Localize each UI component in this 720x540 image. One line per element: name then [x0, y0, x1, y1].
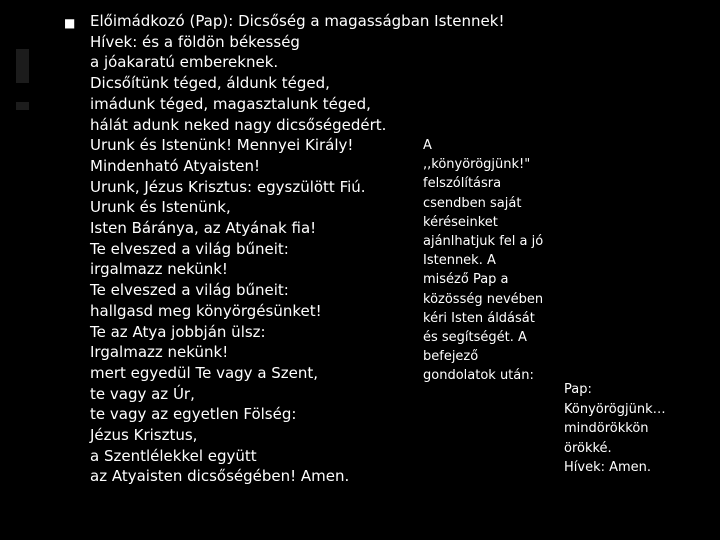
prayer-line: Te elveszed a világ bűneit: [90, 281, 289, 300]
prayer-line: irgalmazz nekünk! [90, 260, 228, 279]
prayer-line: a Szentlélekkel együtt [90, 446, 257, 465]
closing-line: Hívek: Amen. [564, 460, 652, 476]
instruction-line: miséző Pap a [423, 272, 509, 288]
prayer-line: a jóakaratú embereknek. [90, 53, 279, 72]
instruction-line: felszólításra [423, 176, 502, 192]
prayer-line: Urunk és Istenünk, [90, 198, 231, 217]
instruction-line: befejező [423, 349, 479, 365]
petition-instructions [423, 136, 543, 386]
closing-line: mindörökkön [564, 421, 649, 437]
prayer-line: Urunk, Jézus Krisztus: egyszülött Fiú. [90, 177, 366, 196]
decorative-bar [16, 49, 29, 83]
closing-line: Pap: [564, 382, 592, 397]
prayer-line: Irgalmazz nekünk! [90, 343, 229, 362]
instruction-line: közösség nevében [423, 291, 544, 307]
instruction-line: csendben saját [423, 195, 522, 211]
prayer-line: Te az Atya jobbján ülsz: [90, 322, 266, 341]
instruction-line: ,,könyörögjünk!" [423, 157, 531, 173]
prayer-line: hallgasd meg könyörgésünket! [90, 301, 322, 320]
prayer-line: imádunk téged, magasztalunk téged, [90, 94, 371, 113]
instruction-line: A [423, 138, 432, 153]
prayer-line: az Atyaisten dicsőségében! Amen. [90, 467, 350, 486]
prayer-line: Előimádkozó (Pap): Dicsőség a magasságban Istennek! [90, 12, 505, 30]
instruction-line: Istennek. A [423, 253, 496, 269]
prayer-line: Te elveszed a világ bűneit: [90, 239, 289, 258]
prayer-line: Mindenható Atyaisten! [90, 156, 260, 175]
prayer-line: mert egyedül Te vagy a Szent, [90, 363, 319, 382]
instruction-line: gondolatok után: [423, 368, 534, 384]
prayer-line: Isten Báránya, az Atyának fia! [90, 219, 317, 238]
prayer-line: hálát adunk neked nagy dicsőségedért. [90, 115, 387, 134]
bullet-icon: ■ [64, 16, 76, 30]
prayer-line: Jézus Krisztus, [90, 426, 198, 445]
prayer-line: Hívek: és a földön békesség [90, 32, 300, 51]
closing-line: örökké. [564, 440, 612, 456]
closing-line: Könyörögjünk… [564, 401, 666, 417]
decorative-bar [16, 102, 29, 110]
prayer-line: te vagy az Úr, [90, 384, 195, 403]
instruction-line: ajánlhatjuk fel a jó [423, 234, 544, 250]
prayer-line: Dicsőítünk téged, áldunk téged, [90, 74, 330, 93]
closing-dialogue [564, 380, 666, 478]
instruction-line: kéri Isten áldását [423, 310, 535, 326]
prayer-line: Urunk és Istenünk! Mennyei Király! [90, 136, 354, 155]
prayer-line: te vagy az egyetlen Fölség: [90, 405, 297, 424]
instruction-line: kéréseinket [423, 214, 498, 230]
instruction-line: és segítségét. A [423, 330, 527, 346]
